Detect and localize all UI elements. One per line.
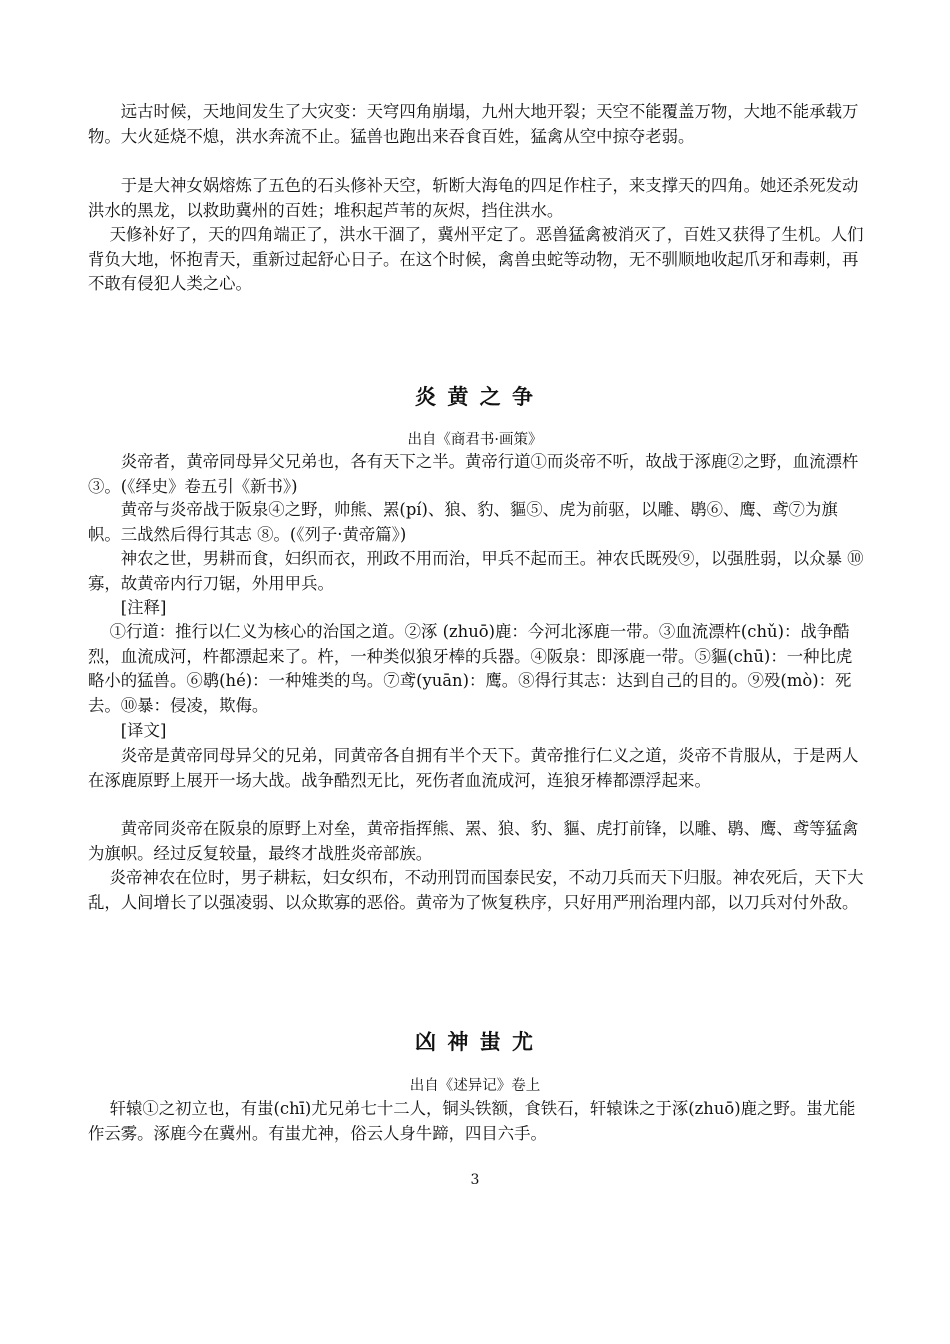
section1-paragraph-3: 神农之世，男耕而食，妇织而衣，刑政不用而治，甲兵不起而王。神农氏既殁⑨，以强胜弱，以众暴 ⑩寡，故黄帝内行刀锯，外用甲兵。 bbox=[88, 549, 864, 593]
section-source-yanhuang: 出自《商君书·画策》 bbox=[407, 432, 543, 448]
section-title-yanhuang: 炎 黄 之 争 bbox=[415, 384, 535, 409]
section2-paragraph-1: 轩辕①之初立也，有蚩(chī)尤兄弟七十二人，铜头铁额，食铁石，轩辕诛之于涿(zhuō)鹿之野。蚩尤能作云雾。涿鹿今在冀州。有蚩尤神，俗云人身牛蹄，四目六手。 bbox=[88, 1099, 856, 1143]
section-source-chiyou: 出自《述异记》卷上 bbox=[409, 1078, 541, 1094]
section1-paragraph-1: 炎帝者，黄帝同母异父兄弟也，各有天下之半。黄帝行道①而炎帝不听，故战于涿鹿②之野，血流漂杵③。(《绎史》卷五引《新书》) bbox=[88, 452, 859, 496]
translation-paragraph-2: 黄帝同炎帝在阪泉的原野上对垒，黄帝指挥熊、罴、狼、豹、貙、虎打前锋，以雕、鹖、鹰、鸢等猛禽为旗帜。经过反复较量，最终才战胜炎帝部族。 bbox=[88, 819, 859, 863]
intro-paragraph-2: 于是大神女娲熔炼了五色的石头修补天空，斩断大海龟的四足作柱子，来支撑天的四角。她还杀死发动洪水的黑龙，以救助冀州的百姓；堆积起芦苇的灰烬，挡住洪水。 bbox=[88, 176, 859, 220]
page-number: 3 bbox=[470, 1172, 480, 1188]
translation-heading: [译文] bbox=[88, 721, 167, 740]
intro-paragraph-3: 天修补好了，天的四角端正了，洪水干涸了，冀州平定了。恶兽猛禽被消灭了，百姓又获得了生机。人们背负大地，怀抱青天，重新过起舒心日子。在这个时候，禽兽虫蛇等动物，无不驯顺地收起爪牙和毒刺，再不敢有侵犯人类之心。 bbox=[88, 225, 864, 294]
section-title-chiyou: 凶 神 蚩 尤 bbox=[415, 1029, 535, 1054]
section1-paragraph-2: 黄帝与炎帝战于阪泉④之野，帅熊、罴(pí)、狼、豹、貙⑤、虎为前驱，以雕、鹖⑥、鹰、鸢⑦为旗帜。三战然后得行其志 ⑧。(《列子·黄帝篇》) bbox=[88, 500, 838, 544]
annotation-heading: [注释] bbox=[88, 598, 167, 617]
translation-paragraph-3: 炎帝神农在位时，男子耕耘，妇女织布，不动刑罚而国泰民安，不动刀兵而天下归服。神农死后，天下大乱，人间增长了以强凌弱、以众欺寡的恶俗。黄帝为了恢复秩序，只好用严刑治理内部，以刀兵对付外敌。 bbox=[88, 868, 864, 912]
translation-paragraph-1: 炎帝是黄帝同母异父的兄弟，同黄帝各自拥有半个天下。黄帝推行仁义之道，炎帝不肯服从，于是两人在涿鹿原野上展开一场大战。战争酷烈无比，死伤者血流成河，连狼牙棒都漂浮起来。 bbox=[88, 746, 859, 790]
annotation-notes: ①行道：推行以仁义为核心的治国之道。②涿 (zhuō)鹿：今河北涿鹿一带。③血流漂杵(chǔ)：战争酷烈，血流成河，杵都漂起来了。杵，一种类似狼牙棒的兵器。④阪泉：即涿鹿一带。⑤貙(chū)：一种比虎略小的猛兽。⑥鹖(hé)：一种雉类的鸟。⑦鸢(yuān)：鹰。⑧得行其志：达到自己的目的。⑨殁(mò)：死去。⑩暴：侵凌，欺侮。 bbox=[88, 622, 853, 715]
intro-paragraph-1: 远古时候，天地间发生了大灾变：天穹四角崩塌，九州大地开裂；天空不能覆盖万物，大地不能承载万物。大火延烧不熄，洪水奔流不止。猛兽也跑出来吞食百姓，猛禽从空中掠夺老弱。 bbox=[88, 102, 859, 146]
